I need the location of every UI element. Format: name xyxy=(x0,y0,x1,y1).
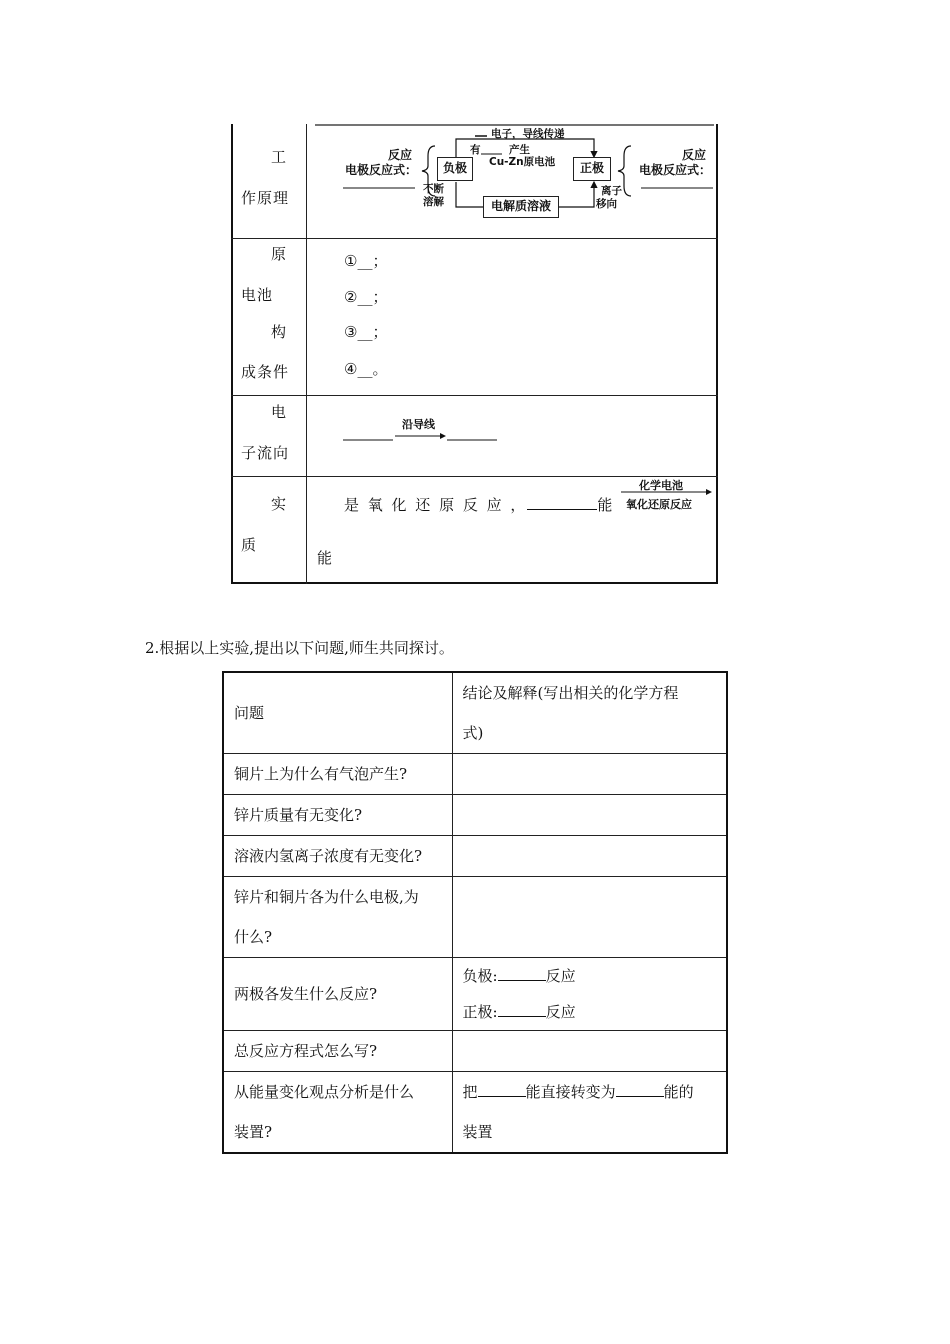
essence-energy-end: 能 xyxy=(317,549,333,567)
cell-name-label: Cu-Zn原电池 xyxy=(489,156,556,168)
essence-blank xyxy=(527,508,597,510)
electrolyte-box: 电解质溶液 xyxy=(483,196,559,218)
table-row xyxy=(223,754,727,795)
essence-energy: 能 xyxy=(597,496,615,514)
left-equation-label: 电极反应式： xyxy=(345,163,418,177)
redox-label: 氧化还原反应 xyxy=(626,498,692,511)
header-conclusion-line: 结论及解释(写出相关的化学方程 xyxy=(462,684,679,702)
label-essence: 质 xyxy=(241,536,258,554)
label-conditions: 电池 xyxy=(241,286,274,304)
fill-blank[interactable] xyxy=(498,1015,546,1017)
chemical-cell-label: 化学电池 xyxy=(639,479,683,492)
fill-blank[interactable] xyxy=(616,1095,664,1097)
principle-table xyxy=(231,124,718,584)
answer-cell[interactable] xyxy=(452,1031,727,1072)
question-cell: 锌片质量有无变化? xyxy=(223,795,452,836)
positive-electrode-box: 正极 xyxy=(573,157,611,181)
along-wire-label: 沿导线 xyxy=(402,418,435,431)
negative-electrode-box: 负极 xyxy=(437,157,473,181)
label-electron-flow: 子流向 xyxy=(241,444,290,462)
question-cell: 两极各发生什么反应? xyxy=(223,958,452,1031)
table-row xyxy=(223,836,727,877)
answer-cell[interactable] xyxy=(452,836,727,877)
table-row xyxy=(223,1072,727,1154)
question-cell: 总反应方程式怎么写? xyxy=(223,1031,452,1072)
answer-cell[interactable] xyxy=(452,795,727,836)
left-reaction-label: 反应 xyxy=(388,148,413,162)
label-electron-flow: 电 xyxy=(271,403,288,421)
question-line: 从能量变化观点分析是什么 xyxy=(234,1083,415,1101)
table-header-row xyxy=(223,672,727,754)
positive-answer-line: 正极: 反应 xyxy=(462,1003,576,1021)
label-work: 工 xyxy=(271,148,288,166)
discussion-table xyxy=(222,671,728,1154)
have-label: 有 xyxy=(470,144,481,156)
table-row xyxy=(223,958,727,1031)
question-cell xyxy=(223,1072,452,1154)
label-essence: 实 xyxy=(271,495,288,513)
cell-diagram xyxy=(311,124,716,236)
negative-answer-line: 负极: 反应 xyxy=(462,967,576,985)
answer-cell xyxy=(452,958,727,1031)
table-row xyxy=(223,795,727,836)
question-cell: 铜片上为什么有气泡产生? xyxy=(223,754,452,795)
question-line: 装置? xyxy=(234,1123,273,1141)
dissolve-label: 不断 xyxy=(423,183,444,195)
question-line: 什么? xyxy=(234,928,273,946)
header-conclusion xyxy=(452,672,727,754)
right-reaction-label: 反应 xyxy=(682,148,707,162)
energy-answer-line: 装置 xyxy=(462,1123,493,1141)
header-conclusion-line: 式) xyxy=(462,724,484,742)
column-divider xyxy=(306,124,307,584)
answer-cell[interactable] xyxy=(452,877,727,958)
essence-arrow xyxy=(617,476,717,516)
condition-1: ①__； xyxy=(344,252,388,270)
essence-redox: 是 氧 化 还 原 反 应 ， xyxy=(344,496,528,514)
label-conditions: 原 xyxy=(271,245,288,263)
dissolve-label: 溶解 xyxy=(423,196,444,208)
fill-blank[interactable] xyxy=(478,1095,526,1097)
essence-text xyxy=(344,494,614,515)
question-2-title: 2.根据以上实验,提出以下问题,师生共同探讨。 xyxy=(145,639,454,657)
header-question: 问题 xyxy=(223,672,452,754)
label-work: 作原理 xyxy=(241,189,290,207)
row-divider xyxy=(231,395,718,396)
row-divider xyxy=(231,238,718,239)
answer-cell xyxy=(452,1072,727,1154)
table-row xyxy=(223,877,727,958)
answer-cell[interactable] xyxy=(452,754,727,795)
right-equation-label: 电极反应式： xyxy=(639,163,712,177)
condition-3: ③__； xyxy=(344,323,388,341)
fill-blank[interactable] xyxy=(498,979,546,981)
question-cell xyxy=(223,877,452,958)
electron-wire-label: 电子，导线传递 xyxy=(491,128,565,140)
label-conditions: 成条件 xyxy=(241,363,290,381)
table-row xyxy=(223,1031,727,1072)
energy-answer-line: 把 能直接转变为 能的 xyxy=(462,1083,694,1101)
ion-move-label: 离子 xyxy=(601,185,622,197)
question-line: 锌片和铜片各为什么电极,为 xyxy=(234,888,419,906)
condition-2: ②__； xyxy=(344,288,388,306)
produce-label: 产生 xyxy=(509,144,530,156)
ion-move-label: 移向 xyxy=(596,198,617,210)
condition-4: ④__。 xyxy=(344,360,388,378)
electron-flow-diagram xyxy=(343,410,503,450)
question-cell: 溶液内氢离子浓度有无变化? xyxy=(223,836,452,877)
label-conditions: 构 xyxy=(271,323,288,341)
